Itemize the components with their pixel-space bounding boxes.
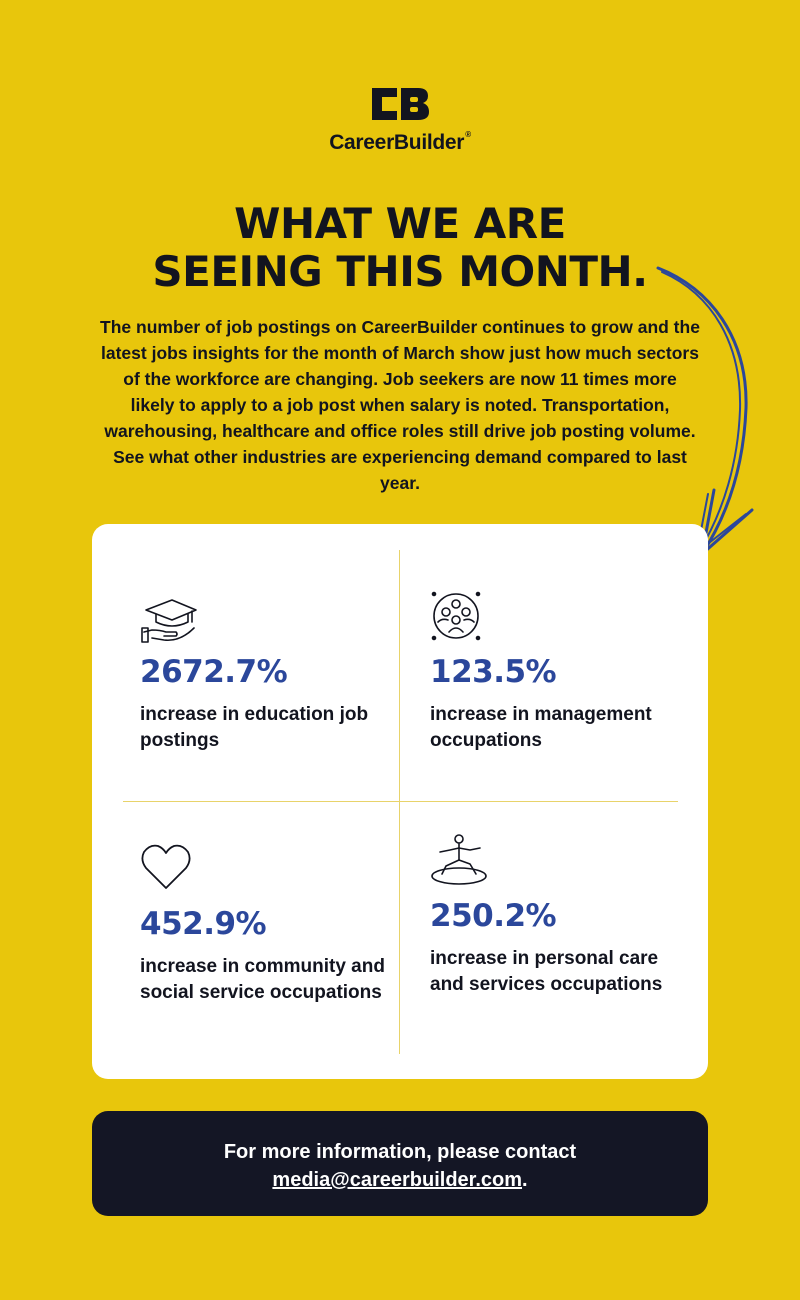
stats-card	[92, 524, 708, 1079]
stat-label: increase in education job postings	[140, 704, 369, 751]
stat-community	[140, 840, 390, 1006]
footer-suffix: .	[522, 1169, 528, 1191]
stat-education	[140, 588, 390, 754]
headline-line-2: SEEING THIS MONTH.	[152, 247, 648, 296]
headline-line-1: WHAT WE ARE	[234, 199, 566, 248]
contact-footer	[92, 1111, 708, 1216]
stat-personal-care	[430, 832, 680, 998]
careerbuilder-logo-icon	[368, 84, 432, 124]
team-group-icon	[430, 588, 490, 644]
stat-label: increase in community and social service occupations	[140, 956, 385, 1003]
heart-icon	[140, 840, 200, 896]
graduation-cap-hand-icon	[140, 588, 200, 644]
stat-value: 2672.7%	[140, 654, 288, 690]
stat-value: 452.9%	[140, 906, 267, 942]
hand-drawn-arrow-icon	[640, 258, 760, 568]
brand-name: CareerBuilder	[329, 131, 465, 154]
intro-paragraph: The number of job postings on CareerBuilder continues to grow and the latest jobs insights for the month of March show just how much sectors of the workforce are changing. Job seekers are now 11 times more likely to apply to a job post when salary is noted. Transportation, warehousing, healthcare and office roles still drive job posting volume. See what other industries are experiencing demand compared to last year.	[100, 317, 700, 493]
media-email-link[interactable]: media@careerbuilder.com	[272, 1169, 523, 1191]
horizontal-divider	[123, 801, 678, 802]
stat-label: increase in personal care and services occupations	[430, 948, 663, 995]
stat-label: increase in management occupations	[430, 704, 652, 751]
yoga-pose-icon	[430, 832, 490, 888]
footer-text: For more information, please contact	[223, 1141, 577, 1163]
brand-logo	[0, 84, 800, 155]
trademark-symbol: ®	[465, 130, 471, 139]
stat-value: 250.2%	[430, 898, 557, 934]
stat-management	[430, 588, 680, 754]
vertical-divider	[399, 550, 400, 1054]
stat-value: 123.5%	[430, 654, 557, 690]
